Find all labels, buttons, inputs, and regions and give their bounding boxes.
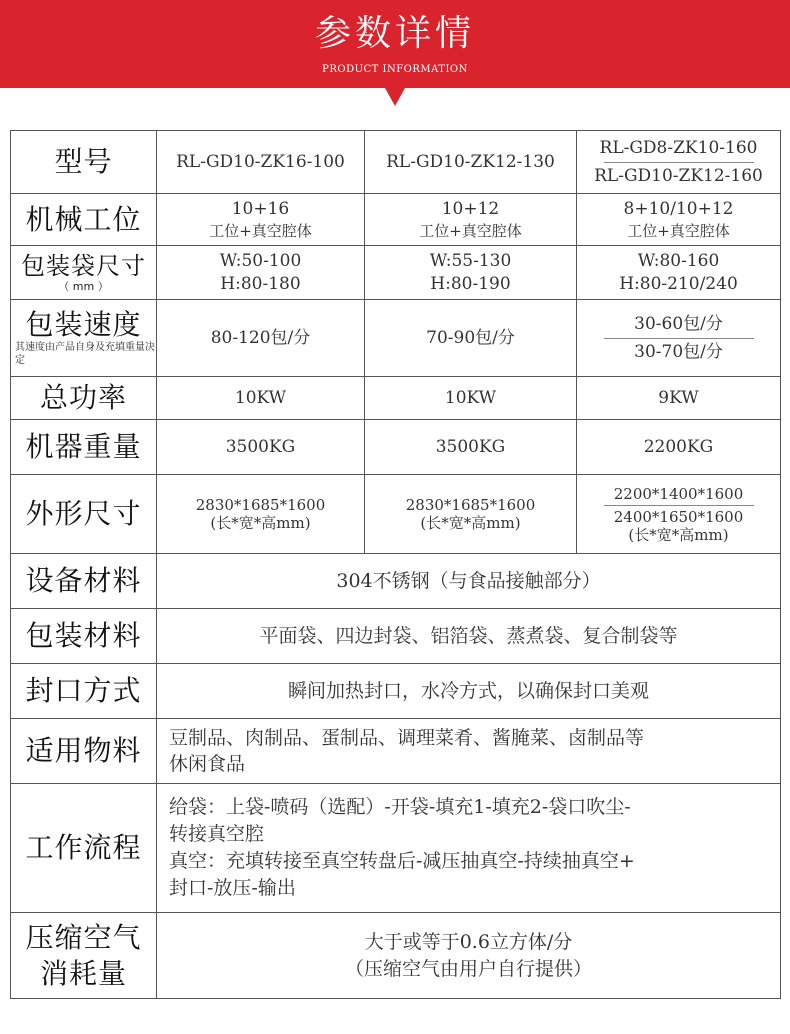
- cell-workflow: [157, 784, 781, 913]
- cell-weight-2: 3500KG: [365, 420, 577, 475]
- cell-bag-size-1: [157, 246, 365, 300]
- workflow-line-2: 转接真空腔: [169, 823, 265, 845]
- cell-dimensions-2: [365, 475, 577, 554]
- row-pack-material: [11, 609, 781, 664]
- label-weight: 机器重量: [11, 420, 157, 475]
- model-3b: RL-GD10-ZK12-160: [594, 165, 763, 186]
- spec-table: [10, 130, 781, 999]
- cell-speed-1: 80-120包/分: [157, 300, 365, 377]
- row-air: [11, 913, 781, 999]
- divider: [604, 162, 754, 163]
- cell-air: [157, 913, 781, 999]
- cell-bag-size-2: [365, 246, 577, 300]
- dim-note: (长*宽*高mm): [210, 514, 311, 532]
- cell-power-1: 10KW: [157, 377, 365, 420]
- cell-speed-3: [577, 300, 781, 377]
- row-bag-size: [11, 246, 781, 300]
- row-weight: [11, 420, 781, 475]
- dim-note: (长*宽*高mm): [628, 525, 729, 544]
- application-line-1: 豆制品、肉制品、蛋制品、调理菜肴、酱腌菜、卤制品等: [169, 727, 645, 749]
- dim-1: 2830*1685*1600: [195, 496, 326, 514]
- label-stations: 机械工位: [11, 194, 157, 246]
- label-model: 型号: [11, 131, 157, 194]
- page-subtitle: PRODUCT INFORMATION: [322, 64, 468, 75]
- cell-model-2: RL-GD10-ZK12-130: [365, 131, 577, 194]
- row-dimensions: [11, 475, 781, 554]
- label-speed: [11, 300, 157, 377]
- row-material: [11, 554, 781, 609]
- workflow-line-3: 真空：充填转接至真空转盘后-减压抽真空-持续抽真空+: [169, 850, 635, 872]
- air-label-2: 消耗量: [39, 956, 127, 990]
- bag-w-2: W:55-130: [429, 250, 512, 271]
- row-workflow: [11, 784, 781, 913]
- dim-3b: 2400*1650*1600: [613, 507, 744, 526]
- air-label-1: 压缩空气: [25, 920, 142, 954]
- stations-note: 工位+真空腔体: [419, 222, 522, 240]
- dim-2: 2830*1685*1600: [405, 496, 536, 514]
- cell-dimensions-3: [577, 475, 781, 554]
- cell-speed-2: 70-90包/分: [365, 300, 577, 377]
- dim-3a: 2200*1400*1600: [613, 484, 744, 503]
- cell-pack-material: 平面袋、四边封袋、铝箔袋、蒸煮袋、复合制袋等: [157, 609, 781, 664]
- row-application: [11, 719, 781, 784]
- cell-model-1: RL-GD10-ZK16-100: [157, 131, 365, 194]
- label-workflow: 工作流程: [11, 784, 157, 913]
- speed-note: 其速度由产品自身及充填重量决定: [15, 342, 155, 366]
- bag-w-1: W:50-100: [219, 250, 302, 271]
- bag-size-label: 包装袋尺寸: [21, 251, 146, 280]
- label-air: [11, 913, 157, 999]
- bag-size-unit: （ mm ）: [58, 279, 109, 293]
- row-power: [11, 377, 781, 420]
- cell-application: [157, 719, 781, 784]
- label-dimensions: 外形尺寸: [11, 475, 157, 554]
- label-power: 总功率: [11, 377, 157, 420]
- cell-dimensions-1: [157, 475, 365, 554]
- cell-bag-size-3: [577, 246, 781, 300]
- divider: [604, 338, 754, 339]
- cell-stations-3: [577, 194, 781, 246]
- cell-seal: 瞬间加热封口，水冷方式，以确保封口美观: [157, 664, 781, 719]
- row-seal: [11, 664, 781, 719]
- label-material: 设备材料: [11, 554, 157, 609]
- application-line-2: 休闲食品: [169, 753, 246, 775]
- label-pack-material: 包装材料: [11, 609, 157, 664]
- stations-note: 工位+真空腔体: [627, 222, 730, 240]
- row-stations: [11, 194, 781, 246]
- speed-3a: 30-60包/分: [634, 313, 723, 334]
- banner-notch: [385, 88, 405, 106]
- workflow-line-4: 封口-放压-输出: [169, 877, 296, 899]
- speed-3b: 30-70包/分: [634, 341, 723, 362]
- dim-note: (长*宽*高mm): [420, 514, 521, 532]
- cell-model-3: [577, 131, 781, 194]
- stations-1: 10+16: [231, 199, 290, 219]
- bag-w-3: W:80-160: [637, 250, 720, 271]
- model-3a: RL-GD8-ZK10-160: [599, 137, 758, 158]
- row-model: [11, 131, 781, 194]
- cell-power-2: 10KW: [365, 377, 577, 420]
- cell-power-3: 9KW: [577, 377, 781, 420]
- stations-note: 工位+真空腔体: [209, 222, 312, 240]
- label-bag-size: [11, 246, 157, 300]
- row-speed: [11, 300, 781, 377]
- cell-stations-2: [365, 194, 577, 246]
- stations-3: 8+10/10+12: [623, 199, 734, 219]
- page-title: 参数详情: [314, 13, 475, 54]
- workflow-line-1: 给袋：上袋-喷码（选配）-开袋-填充1-填充2-袋口吹尘-: [169, 796, 631, 818]
- speed-label: 包装速度: [25, 308, 142, 341]
- label-seal: 封口方式: [11, 664, 157, 719]
- air-line-2: （压缩空气由用户自行提供）: [344, 957, 592, 980]
- cell-weight-3: 2200KG: [577, 420, 781, 475]
- label-application: 适用物料: [11, 719, 157, 784]
- bag-h-3: H:80-210/240: [619, 273, 738, 294]
- stations-2: 10+12: [441, 199, 500, 219]
- cell-material: 304不锈钢（与食品接触部分）: [157, 554, 781, 609]
- divider: [604, 505, 754, 506]
- bag-h-1: H:80-180: [220, 273, 301, 294]
- air-line-1: 大于或等于0.6立方体/分: [364, 930, 573, 953]
- bag-h-2: H:80-190: [430, 273, 511, 294]
- cell-stations-1: [157, 194, 365, 246]
- cell-weight-1: 3500KG: [157, 420, 365, 475]
